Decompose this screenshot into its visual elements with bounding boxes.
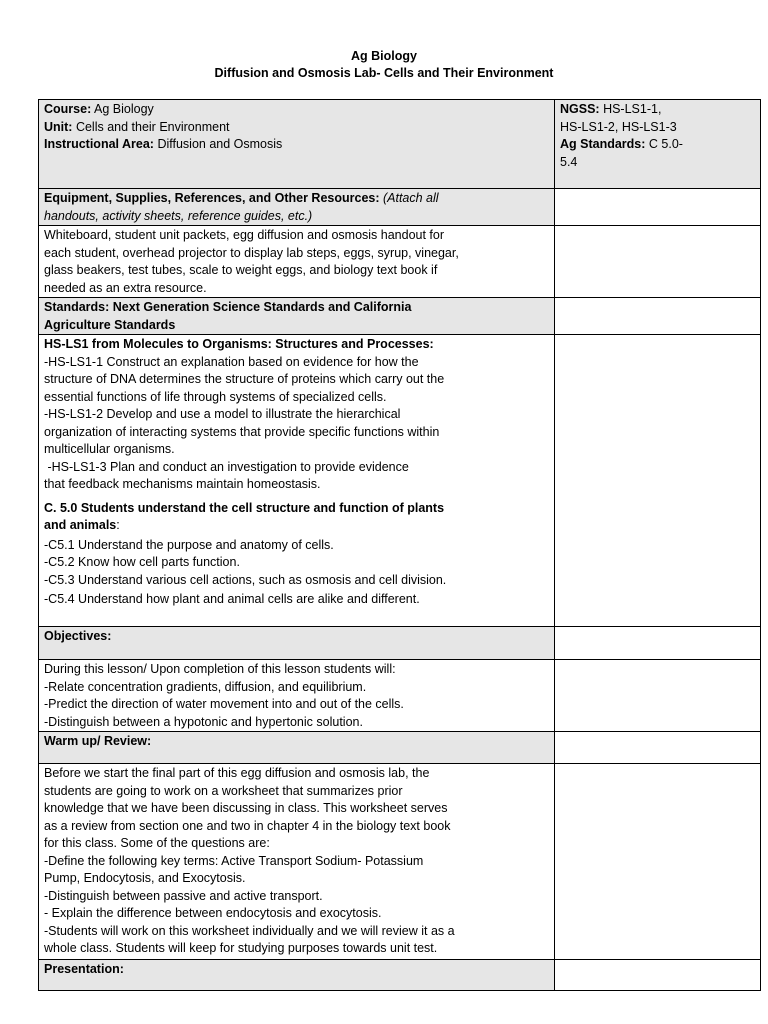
equipment-line: Whiteboard, student unit packets, egg diffusion and osmosis handout for — [44, 228, 445, 242]
objective-line: -Relate concentration gradients, diffusion, and equilibrium. — [44, 679, 367, 694]
equipment-body-empty-cell — [555, 226, 761, 298]
equipment-heading-row — [39, 189, 761, 226]
ag-standards-value-1: C 5.0- — [645, 137, 683, 151]
standards-body-empty-cell — [555, 335, 761, 627]
warmup-line: as a review from section one and two in chapter 4 in the biology text book — [44, 818, 451, 833]
course-value: Ag Biology — [91, 102, 154, 116]
objective-line: -Predict the direction of water movement into and out of the cells. — [44, 697, 404, 711]
warmup-line: Before we start the final part of this egg diffusion and osmosis lab, the — [44, 766, 430, 780]
equipment-heading-cell — [39, 189, 555, 226]
course-row — [39, 100, 761, 189]
objective-line: -Distinguish between a hypotonic and hypertonic solution. — [44, 714, 363, 729]
standards-body-row — [39, 335, 761, 627]
c5-standard-line: -C5.2 Know how cell parts function. — [44, 555, 240, 569]
c5-section-heading-1: C. 5.0 Students understand the cell structure and function of plants — [44, 500, 445, 515]
presentation-heading: Presentation: — [39, 960, 555, 991]
standards-heading-empty-cell — [555, 298, 761, 335]
standards-heading-row — [39, 298, 761, 335]
objective-line: During this lesson/ Upon completion of this lesson students will: — [44, 662, 396, 676]
ngss-standard-line: -HS-LS1-2 Develop and use a model to illustrate the hierarchical — [44, 407, 401, 421]
equipment-heading-empty-cell — [555, 189, 761, 226]
document-title-block — [0, 48, 768, 82]
lesson-plan-table — [38, 99, 761, 991]
unit-value: Cells and their Environment — [72, 119, 230, 134]
warmup-line: whole class. Students will keep for studying purposes towards unit test. — [44, 941, 438, 955]
equipment-line: each student, overhead projector to display lab steps, eggs, syrup, vinegar, — [44, 245, 459, 260]
ngss-label: NGSS: — [560, 102, 600, 116]
course-label: Course: — [44, 102, 92, 116]
warmup-line: -Define the following key terms: Active Transport Sodium- Potassium — [44, 853, 424, 868]
warmup-body-empty-cell — [555, 764, 761, 960]
objectives-body-cell — [39, 660, 555, 732]
objectives-heading: Objectives: — [39, 627, 555, 660]
ngss-standard-line: multicellular organisms. — [44, 442, 175, 456]
warmup-heading-row — [39, 732, 761, 764]
equipment-body-cell — [39, 226, 555, 298]
standards-heading-cell — [39, 298, 555, 335]
ag-standards-value-2: 5.4 — [560, 154, 578, 169]
equipment-heading: Equipment, Supplies, References, and Other Resources: — [44, 191, 380, 205]
warmup-body-cell — [39, 764, 555, 960]
equipment-heading-note-1: (Attach all — [379, 191, 439, 205]
ngss-standard-line: that feedback mechanisms maintain homeostasis. — [44, 477, 321, 491]
warmup-line: knowledge that we have been discussing in class. This worksheet serves — [44, 801, 448, 815]
warmup-line: -Distinguish between passive and active transport. — [44, 888, 323, 903]
standards-body-cell — [39, 335, 555, 627]
ngss-standard-line: -HS-LS1-1 Construct an explanation based on evidence for how the — [44, 354, 419, 369]
ngss-standard-line: essential functions of life through systems of specialized cells. — [44, 389, 387, 404]
ag-standards-label: Ag Standards: — [560, 137, 646, 151]
c5-standard-line: -C5.1 Understand the purpose and anatomy of cells. — [44, 537, 334, 552]
ngss-standard-line: structure of DNA determines the structure of proteins which carry out the — [44, 372, 445, 386]
equipment-heading-note-2: handouts, activity sheets, reference guides, etc.) — [44, 208, 313, 223]
equipment-body-row — [39, 226, 761, 298]
warmup-body-row — [39, 764, 761, 960]
warmup-line: - Explain the difference between endocytosis and exocytosis. — [44, 906, 382, 920]
standards-heading-1: Standards: Next Generation Science Standards and California — [44, 300, 412, 314]
warmup-heading: Warm up/ Review: — [39, 732, 555, 764]
c5-standard-line: -C5.3 Understand various cell actions, such as osmosis and cell division. — [44, 572, 447, 587]
objectives-heading-empty-cell — [555, 627, 761, 660]
c5-heading-colon: : — [116, 518, 120, 532]
equipment-line: needed as an extra resource. — [44, 280, 207, 295]
warmup-line: Pump, Endocytosis, and Exocytosis. — [44, 871, 246, 885]
area-value: Diffusion and Osmosis — [153, 137, 283, 151]
warmup-line: students are going to work on a worksheet that summarizes prior — [44, 783, 403, 798]
document-subtitle: Diffusion and Osmosis Lab- Cells and Their Environment — [214, 66, 554, 80]
document-title: Ag Biology — [351, 49, 417, 63]
standards-heading-2: Agriculture Standards — [44, 317, 176, 332]
presentation-heading-empty-cell — [555, 960, 761, 991]
objectives-body-row — [39, 660, 761, 732]
unit-label: Unit: — [44, 119, 73, 134]
ngss-section-heading: HS-LS1 from Molecules to Organisms: Structures and Processes: — [44, 337, 434, 351]
ngss-value-line1: HS-LS1-1, — [599, 102, 662, 116]
warmup-line: -Students will work on this worksheet individually and we will review it as a — [44, 923, 455, 938]
standards-ref-cell — [555, 100, 761, 189]
warmup-line: for this class. Some of the questions are: — [44, 836, 270, 850]
ngss-value-line2: HS-LS1-2, HS-LS1-3 — [560, 119, 677, 134]
c5-standard-line: -C5.4 Understand how plant and animal cells are alike and different. — [44, 592, 420, 606]
objectives-heading-row — [39, 627, 761, 660]
area-label: Instructional Area: — [44, 137, 154, 151]
warmup-heading-empty-cell — [555, 732, 761, 764]
course-info-cell — [39, 100, 555, 189]
ngss-standard-line: organization of interacting systems that provide specific functions within — [44, 424, 440, 439]
presentation-heading-row — [39, 960, 761, 991]
c5-section-heading-2: and animals — [44, 518, 117, 532]
equipment-line: glass beakers, test tubes, scale to weight eggs, and biology text book if — [44, 263, 438, 277]
objectives-body-empty-cell — [555, 660, 761, 732]
ngss-standard-line: -HS-LS1-3 Plan and conduct an investigation to provide evidence — [44, 459, 409, 474]
